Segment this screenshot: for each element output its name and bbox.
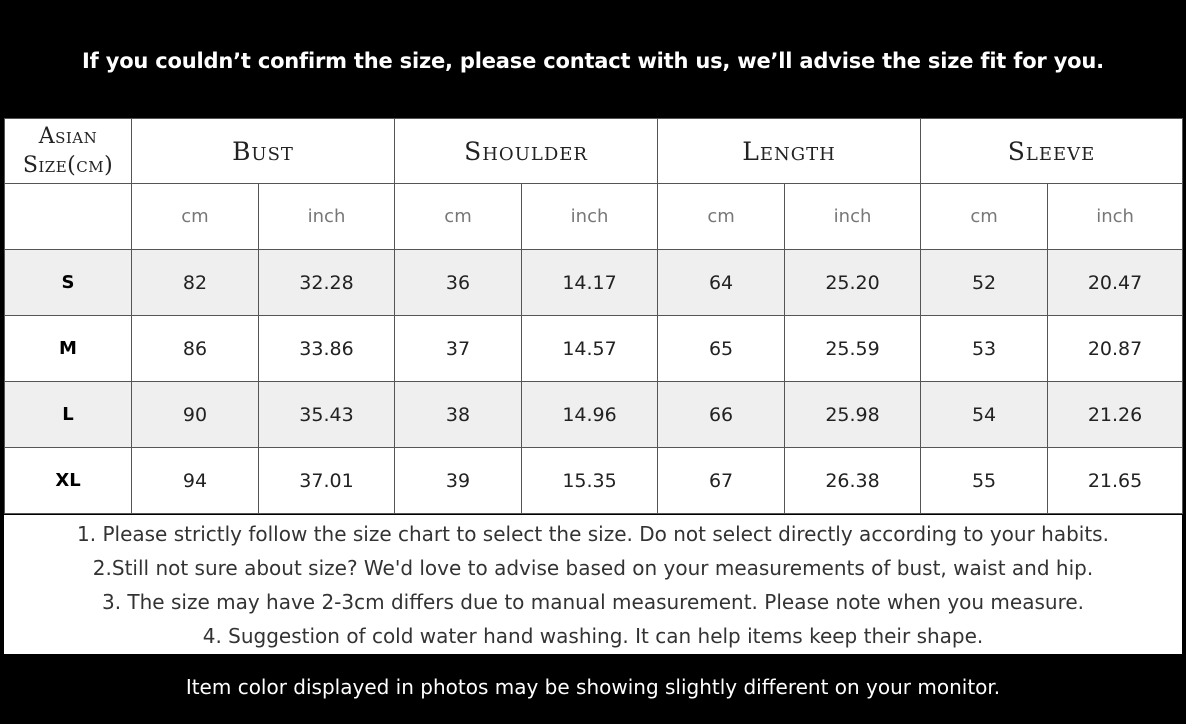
table-cell: 26.38 (785, 448, 921, 514)
units-blank (5, 184, 132, 250)
note-line: 3. The size may have 2-3cm differs due to manual measurement. Please note when you measure. (101, 589, 1085, 614)
header-sleeve: Sleeve (921, 119, 1183, 184)
table-cell: 35.43 (259, 382, 395, 448)
table-cell: 39 (395, 448, 522, 514)
unit-cell: inch (259, 184, 395, 250)
note-line: 4. Suggestion of cold water hand washing. It can help items keep their shape. (202, 623, 984, 648)
table-cell: 20.87 (1048, 316, 1183, 382)
table-row (5, 448, 1183, 514)
unit-cell: cm (658, 184, 785, 250)
header-shoulder: Shoulder (395, 119, 658, 184)
table-cell: 25.98 (785, 382, 921, 448)
size-table (4, 118, 1183, 514)
header-asian-size-line1: Asian (38, 124, 98, 149)
header-asian-size (5, 119, 132, 184)
table-cell: 53 (921, 316, 1048, 382)
table-cell: 14.96 (522, 382, 658, 448)
table-cell: 37 (395, 316, 522, 382)
table-cell: 67 (658, 448, 785, 514)
unit-cell: cm (395, 184, 522, 250)
top-banner: If you couldn’t confirm the size, please contact with us, we’ll advise the size fit for you. (4, 4, 1182, 118)
table-cell: 55 (921, 448, 1048, 514)
table-cell: 82 (132, 250, 259, 316)
table-cell: 25.59 (785, 316, 921, 382)
table-cell: 25.20 (785, 250, 921, 316)
bottom-banner: Item color displayed in photos may be showing slightly different on your monitor. (4, 654, 1182, 720)
table-cell: 32.28 (259, 250, 395, 316)
unit-cell: inch (522, 184, 658, 250)
unit-cell: cm (132, 184, 259, 250)
size-label: XL (5, 448, 132, 514)
note-line: 2.Still not sure about size? We'd love to advise based on your measurements of bust, waist and hip. (92, 555, 1094, 580)
table-cell: 36 (395, 250, 522, 316)
table-row (5, 382, 1183, 448)
table-cell: 15.35 (522, 448, 658, 514)
size-label: M (5, 316, 132, 382)
table-row (5, 316, 1183, 382)
table-row (5, 250, 1183, 316)
table-cell: 54 (921, 382, 1048, 448)
table-cell: 20.47 (1048, 250, 1183, 316)
table-cell: 65 (658, 316, 785, 382)
unit-cell: cm (921, 184, 1048, 250)
header-bust: Bust (132, 119, 395, 184)
table-cell: 14.17 (522, 250, 658, 316)
table-cell: 66 (658, 382, 785, 448)
units-row (5, 184, 1183, 250)
note-line: 1. Please strictly follow the size chart to select the size. Do not select directly according to your habits. (77, 521, 1109, 546)
table-cell: 38 (395, 382, 522, 448)
table-cell: 21.65 (1048, 448, 1183, 514)
table-cell: 90 (132, 382, 259, 448)
table-cell: 37.01 (259, 448, 395, 514)
table-cell: 21.26 (1048, 382, 1183, 448)
unit-cell: inch (785, 184, 921, 250)
table-cell: 52 (921, 250, 1048, 316)
table-cell: 64 (658, 250, 785, 316)
table-cell: 94 (132, 448, 259, 514)
header-row (5, 119, 1183, 184)
header-asian-size-line2: Size(cm) (22, 153, 114, 178)
header-length: Length (658, 119, 921, 184)
notes-section (4, 515, 1182, 654)
table-cell: 14.57 (522, 316, 658, 382)
table-cell: 33.86 (259, 316, 395, 382)
size-label: L (5, 382, 132, 448)
table-cell: 86 (132, 316, 259, 382)
unit-cell: inch (1048, 184, 1183, 250)
size-label: S (5, 250, 132, 316)
